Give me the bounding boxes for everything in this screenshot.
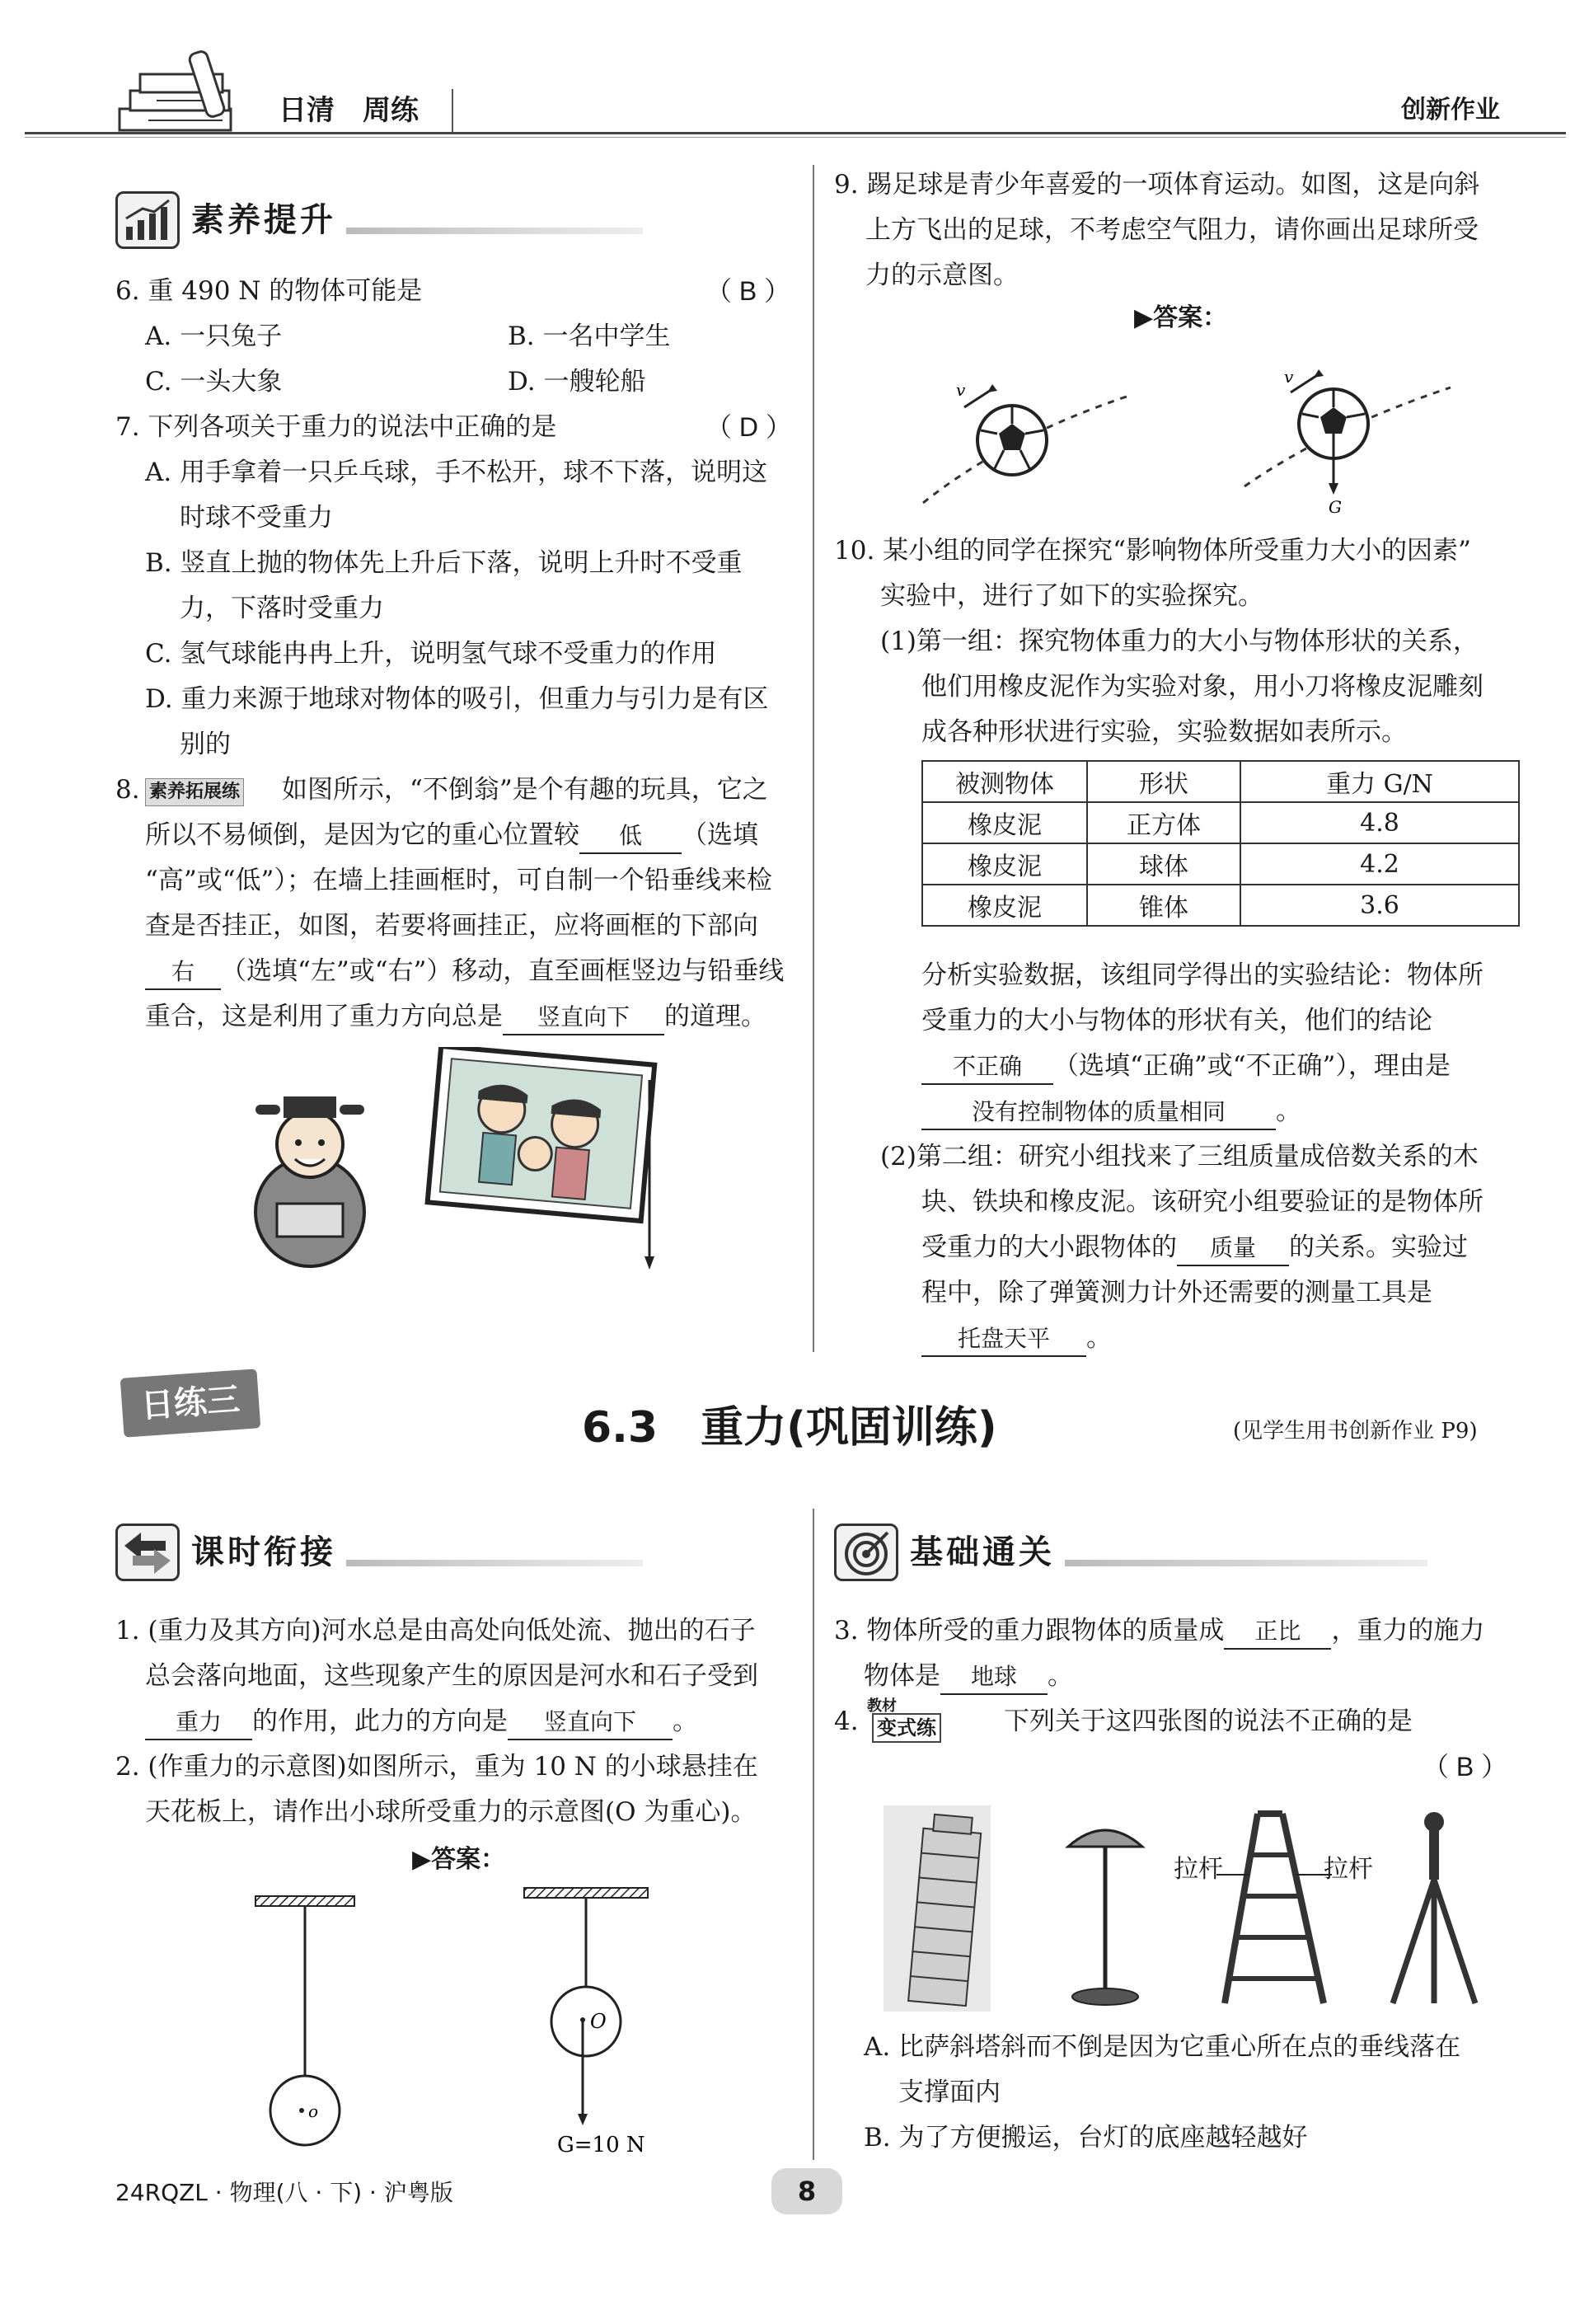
q2-line1: 2. (作重力的示意图)如图所示，重为 10 N 的小球悬挂在 — [115, 1752, 758, 1782]
picture-frame-image — [417, 1047, 664, 1278]
banner-stripe — [346, 1560, 643, 1566]
q2-answer-label — [412, 1843, 505, 1876]
target-icon — [834, 1524, 898, 1581]
table-lamp-image — [1052, 1805, 1159, 2012]
q9-gravity-label: G — [1329, 497, 1342, 517]
q8-line2-b: （选填 — [682, 820, 758, 850]
play-arrow-icon: ▶ — [1134, 303, 1154, 332]
table-cell: 橡皮泥 — [922, 802, 1087, 843]
section-banner-keshi — [115, 1524, 643, 1581]
q1-answer-blank-1: 重力 — [145, 1706, 252, 1740]
q8-line1: 如图所示，“不倒翁”是个有趣的玩具，它之 — [282, 775, 768, 805]
q4-answer: （ B ） — [1423, 1752, 1508, 1782]
q4-tag-top: 教材 — [867, 1697, 897, 1715]
table-row — [922, 843, 1519, 885]
q1-line3-b: 。 — [673, 1707, 698, 1736]
q10-part2-line3-b: 的关系。实验过 — [1289, 1232, 1468, 1262]
q7-option-b-line2: 力，下落时受重力 — [180, 594, 384, 623]
q8-line3: “高”或“低”）；在墙上挂画框时，可自制一个铅垂线来检 — [145, 866, 772, 895]
q1-line3 — [145, 1698, 698, 1744]
q10-analysis-line1: 分析实验数据，该组同学得出的实验结论：物体所 — [921, 960, 1484, 990]
lesson-reference: (见学生用书创新作业 P9) — [1233, 1419, 1478, 1444]
football-diagram-left — [915, 354, 1137, 519]
q6-option-b: B. 一名中学生 — [508, 322, 671, 351]
banner-stripe — [1065, 1560, 1427, 1566]
q8-line2 — [145, 812, 758, 858]
banner-stripe — [346, 228, 643, 234]
q6-option-d: D. 一艘轮船 — [508, 367, 646, 397]
q10-answer-blank-4: 托盘天平 — [921, 1322, 1086, 1357]
q9-line3: 力的示意图。 — [865, 261, 1019, 290]
q10-line2: 实验中，进行了如下的实验探究。 — [880, 581, 1263, 611]
q9-velocity-label-left: v — [956, 380, 966, 400]
q9-answer-label — [1134, 302, 1227, 335]
q10-answer-blank-1: 不正确 — [921, 1050, 1053, 1085]
table-cell: 橡皮泥 — [922, 843, 1087, 885]
play-arrow-icon: ▶ — [412, 1845, 432, 1874]
table-cell: 4.8 — [1240, 802, 1519, 843]
q7-option-b-line1: B. 竖直上抛的物体先上升后下落，说明上升时不受重 — [145, 548, 743, 578]
q7-stem: 7. 下列各项关于重力的说法中正确的是 — [115, 412, 557, 442]
step-ladder-image — [1216, 1805, 1332, 2012]
q4-stem: 下列关于这四张图的说法不正确的是 — [1004, 1707, 1413, 1736]
q8-line6-b: 的道理。 — [664, 1002, 766, 1031]
q6-answer: （ B ） — [705, 276, 791, 306]
q10-line1: 10. 某小组的同学在探究“影响物体所受重力大小的因素” — [834, 536, 1471, 566]
q6-option-a: A. 一只兔子 — [145, 322, 283, 351]
footer-book-code: 24RQZL · 物理(八 · 下) · 沪粤版 — [115, 2179, 453, 2206]
q6-option-c: C. 一头大象 — [145, 367, 283, 397]
table-cell: 3.6 — [1240, 885, 1519, 926]
q10-analysis-line4-b: 。 — [1276, 1096, 1301, 1126]
q2-answer-label-text: 答案： — [431, 1845, 506, 1874]
ladder-label-left: 拉杆 — [1174, 1855, 1223, 1884]
q8-line2-a: 所以不易倾倒，是因为它的重心位置较 — [145, 820, 579, 850]
table-header-cell: 重力 G/N — [1240, 761, 1519, 802]
q10-analysis-line2: 受重力的大小与物体的形状有关，他们的结论 — [921, 1006, 1432, 1035]
table-cell: 正方体 — [1087, 802, 1240, 843]
q10-answer-blank-2: 没有控制物体的质量相同 — [921, 1096, 1276, 1130]
q10-part2-line3-a: 受重力的大小跟物体的 — [921, 1232, 1177, 1262]
books-logo-icon — [115, 49, 247, 135]
q8-answer-blank-1: 低 — [579, 819, 682, 854]
section-title-suyang: 素养提升 — [191, 201, 336, 239]
lesson-badge-text: 日练三 — [139, 1380, 241, 1426]
q10-part2-line5-b: 。 — [1086, 1323, 1112, 1353]
q7-option-d-line2: 别的 — [180, 730, 231, 759]
ladder-label-right: 拉杆 — [1324, 1855, 1373, 1884]
table-cell: 球体 — [1087, 843, 1240, 885]
lesson-badge — [120, 1369, 261, 1437]
q3-line1-b: ，重力的施力 — [1331, 1616, 1485, 1646]
q3-line2-b: 。 — [1048, 1661, 1073, 1691]
column-divider-top — [813, 165, 814, 1352]
hanging-ball-diagram-right — [516, 1880, 673, 2160]
q7-option-a-line1: A. 用手拿着一只乒乓球，手不松开，球不下落，说明这 — [145, 458, 768, 487]
section-title-jichu: 基础通关 — [910, 1533, 1055, 1571]
q4-tag: 变式练 — [872, 1713, 941, 1743]
header-divider-thin — [25, 137, 1566, 138]
q7-option-c: C. 氢气球能冉冉上升，说明氢气球不受重力的作用 — [145, 639, 717, 669]
q8-line5 — [145, 948, 784, 994]
q10-part2-line2: 块、铁块和橡皮泥。该研究小组要验证的是物体所 — [921, 1187, 1484, 1217]
section-banner-jichu — [834, 1524, 1427, 1581]
weight-table — [921, 760, 1520, 927]
q8-line4: 查是否挂正，如图，若要将画挂正，应将画框的下部向 — [145, 911, 758, 941]
q3-line2-a: 物体是 — [864, 1661, 940, 1691]
q7-answer: （ D ） — [705, 412, 792, 442]
page-number: 8 — [797, 2176, 817, 2207]
q10-analysis-line3-b: （选填“正确”或“不正确”），理由是 — [1053, 1051, 1451, 1081]
leaning-tower-image — [884, 1805, 991, 2012]
table-header-cell: 形状 — [1087, 761, 1240, 802]
q1-line1: 1. (重力及其方向)河水总是由高处向低处流、抛出的石子 — [115, 1616, 756, 1646]
header-right-title: 创新作业 — [1401, 96, 1500, 124]
q3-line1-a: 3. 物体所受的重力跟物体的质量成 — [834, 1616, 1225, 1646]
q10-part1-line1: (1)第一组：探究物体重力的大小与物体形状的关系， — [880, 627, 1479, 656]
q10-part2-line3 — [921, 1224, 1468, 1270]
table-header-cell: 被测物体 — [922, 761, 1087, 802]
q3-answer-blank-2: 地球 — [940, 1660, 1048, 1695]
q4-option-b: B. 为了方便搬运，台灯的底座越轻越好 — [864, 2123, 1308, 2153]
q3-answer-blank-1: 正比 — [1224, 1615, 1331, 1650]
q8-number: 8. — [115, 775, 140, 805]
q1-answer-blank-2: 竖直向下 — [508, 1706, 673, 1740]
q6-stem: 6. 重 490 N 的物体可能是 — [115, 276, 423, 306]
q10-part1-line2: 他们用橡皮泥作为实验对象，用小刀将橡皮泥雕刻 — [921, 672, 1484, 702]
q7-option-d-line1: D. 重力来源于地球对物体的吸引，但重力与引力是有区 — [145, 684, 769, 714]
q4-option-a-line2: 支撑面内 — [898, 2078, 1001, 2107]
q1-line2: 总会落向地面，这些现象产生的原因是河水和石子受到 — [145, 1661, 758, 1691]
q1-line3-a: 的作用，此力的方向是 — [252, 1707, 508, 1736]
q8-line6-a: 重合，这是利用了重力方向总是 — [145, 1002, 503, 1031]
q9-answer-label-text: 答案： — [1153, 303, 1228, 332]
lesson-title: 6.3 重力(巩固训练) — [582, 1403, 997, 1453]
table-cell: 橡皮泥 — [922, 885, 1087, 926]
tumbler-toy-image — [244, 1080, 376, 1270]
q2-gravity-label: G=10 N — [557, 2133, 645, 2157]
header-title: 日清 周练 — [279, 94, 419, 127]
column-divider-bottom — [813, 1509, 814, 2160]
q4-option-a-line1: A. 比萨斜塔斜而不倒是因为它重心所在点的垂线落在 — [864, 2032, 1461, 2062]
q10-part2-line4: 程中，除了弹簧测力计外还需要的测量工具是 — [921, 1278, 1432, 1308]
bar-chart-icon — [115, 191, 180, 249]
q3-line1 — [834, 1608, 1484, 1654]
q2-center-label-right: O — [590, 2010, 607, 2033]
q2-center-label-left: o — [308, 2101, 319, 2121]
q10-part2-line1: (2)第二组：研究小组找来了三组质量成倍数关系的木 — [880, 1142, 1479, 1171]
q8-answer-blank-3: 竖直向下 — [503, 1001, 664, 1035]
q8-line6 — [145, 993, 766, 1040]
q10-part1-line3: 成各种形状进行实验，实验数据如表所示。 — [921, 717, 1407, 747]
table-row — [922, 885, 1519, 926]
q10-part2-line5 — [921, 1315, 1112, 1361]
q7-option-a-line2: 时球不受重力 — [180, 503, 333, 533]
q4-number: 4. — [834, 1707, 859, 1736]
q8-answer-blank-2: 右 — [145, 955, 221, 990]
q3-line2 — [864, 1653, 1073, 1699]
q9-velocity-label-right: v — [1284, 367, 1294, 387]
hanging-ball-diagram-left — [247, 1871, 363, 2152]
q9-line1: 9. 踢足球是青少年喜爱的一项体育运动。如图，这是向斜 — [834, 170, 1480, 200]
table-cell: 锥体 — [1087, 885, 1240, 926]
football-diagram-right — [1236, 346, 1459, 528]
exchange-arrows-icon — [115, 1524, 180, 1581]
q10-analysis-line3 — [921, 1043, 1451, 1089]
q10-answer-blank-3: 质量 — [1177, 1232, 1289, 1266]
q2-line2: 天花板上，请作出小球所受重力的示意图(O 为重心)。 — [145, 1797, 757, 1827]
q10-analysis-line4 — [921, 1088, 1301, 1134]
section-title-keshi: 课时衔接 — [191, 1533, 336, 1571]
tripod-image — [1385, 1805, 1484, 2012]
q9-line2: 上方飞出的足球，不考虑空气阻力，请你画出足球所受 — [865, 215, 1479, 245]
header-divider — [25, 132, 1566, 134]
section-banner-suyang — [115, 191, 643, 249]
q8-line5-b: （选填“左”或“右”）移动，直至画框竖边与铅垂线 — [221, 956, 785, 986]
table-row — [922, 802, 1519, 843]
table-cell: 4.2 — [1240, 843, 1519, 885]
q8-tag: 素养拓展练 — [145, 778, 244, 806]
table-header-row — [922, 761, 1519, 802]
